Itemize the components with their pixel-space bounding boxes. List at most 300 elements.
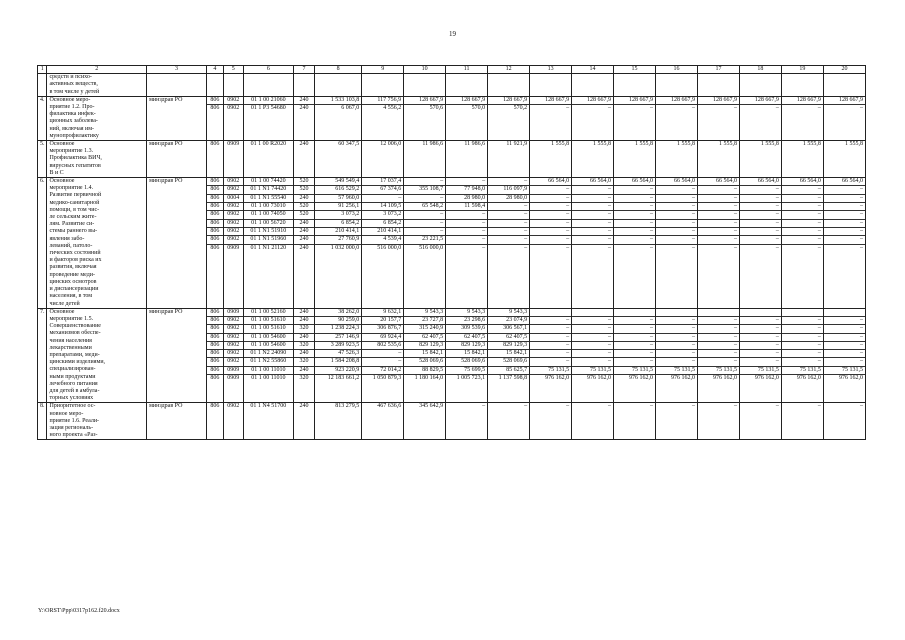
table-cell: 66 564,0 (739, 178, 781, 186)
measure-name-line: мунопрофилактику (49, 132, 99, 139)
table-cell: – (530, 186, 572, 194)
table-cell: 75 131,5 (823, 366, 865, 374)
table-cell: – (656, 202, 698, 210)
table-cell: 806 (206, 211, 223, 219)
table-cell: 315 240,9 (404, 325, 446, 333)
measure-name-line: филактика инфек- (49, 111, 96, 118)
table-cell: – (572, 219, 614, 227)
table-cell: 345 642,9 (404, 403, 446, 440)
table-cell: 62 407,5 (446, 333, 488, 341)
table-cell: 3 073,2 (362, 211, 404, 219)
table-cell: 62 407,5 (404, 333, 446, 341)
table-cell: 806 (206, 358, 223, 366)
table-cell: 128 667,9 (739, 96, 781, 104)
table-cell: 210 414,1 (315, 227, 362, 235)
table-cell: 01 1 00 51610 (243, 325, 293, 333)
table-cell: 11 598,4 (446, 202, 488, 210)
table-cell: 57 960,0 (315, 194, 362, 202)
table-cell: 1 555,8 (530, 141, 572, 178)
table-cell: 806 (206, 341, 223, 349)
table-cell: 806 (206, 105, 223, 141)
table-cell: 128 667,9 (781, 96, 823, 104)
table-cell: 802 535,6 (362, 341, 404, 349)
column-header: 2 (47, 66, 147, 74)
table-cell: 66 564,0 (572, 178, 614, 186)
table-cell: – (572, 194, 614, 202)
table-cell (823, 74, 865, 97)
table-cell: 66 564,0 (823, 178, 865, 186)
table-cell: – (488, 219, 530, 227)
table-cell: – (530, 227, 572, 235)
measure-name-line: Приоритетное ос- (49, 403, 96, 410)
table-cell: – (572, 403, 614, 440)
table-cell: 240 (294, 366, 315, 374)
table-cell: 77 948,0 (446, 186, 488, 194)
table-cell: 320 (294, 375, 315, 403)
column-header: 4 (206, 66, 223, 74)
table-cell: 240 (294, 308, 315, 316)
table-cell (294, 74, 315, 97)
table-cell: – (614, 186, 656, 194)
table-cell: – (697, 219, 739, 227)
table-cell: – (781, 236, 823, 244)
table-cell: 11 921,9 (488, 141, 530, 178)
table-cell: 3 289 923,5 (315, 341, 362, 349)
table-cell: – (488, 236, 530, 244)
measure-name-line: чения населения (49, 337, 92, 344)
table-cell: 9 543,3 (488, 308, 530, 316)
table-cell: 128 667,9 (446, 96, 488, 104)
column-header: 14 (572, 66, 614, 74)
table-cell: 467 636,6 (362, 403, 404, 440)
table-cell: – (823, 236, 865, 244)
table-row (38, 403, 866, 440)
table-row (38, 178, 866, 186)
table-cell: 66 564,0 (697, 178, 739, 186)
table-cell: – (614, 317, 656, 325)
table-cell: 65 548,2 (404, 202, 446, 210)
page-number: 19 (449, 30, 456, 38)
table-cell: 75 131,5 (614, 366, 656, 374)
table-cell: 976 162,0 (781, 375, 823, 403)
measure-name (47, 74, 147, 97)
table-cell: 570,0 (446, 105, 488, 141)
row-number: 8. (38, 403, 47, 440)
table-cell: – (823, 244, 865, 308)
table-cell: – (739, 236, 781, 244)
footer-path: Y:\ORST\Ppp\0317p162.f20.docx (38, 608, 120, 614)
table-cell (697, 308, 739, 316)
table-cell: 66 564,0 (614, 178, 656, 186)
table-cell: 355 108,7 (404, 186, 446, 194)
table-cell: 806 (206, 186, 223, 194)
table-cell (781, 308, 823, 316)
table-cell: – (572, 325, 614, 333)
table-row (38, 308, 866, 316)
table-cell: – (404, 219, 446, 227)
measure-name-line: для детей в амбула- (49, 387, 100, 394)
measure-name-line: торных условиях (49, 395, 94, 402)
table-cell: – (404, 227, 446, 235)
measure-name-line: стемы раннего вы- (49, 228, 98, 235)
table-row (38, 141, 866, 178)
table-cell (446, 74, 488, 97)
table-cell: 240 (294, 227, 315, 235)
table-cell: 01 1 P3 54680 (243, 105, 293, 141)
row-number: 4. (38, 96, 47, 140)
table-cell: 0902 (223, 236, 243, 244)
table-cell: – (781, 194, 823, 202)
table-cell: – (697, 403, 739, 440)
measure-name-line: ционных заболева- (49, 118, 98, 125)
table-cell: – (446, 178, 488, 186)
table-cell: – (614, 341, 656, 349)
measure-name-line: и диспансеризации (49, 286, 99, 293)
table-cell: 27 760,9 (315, 236, 362, 244)
table-cell: 67 374,6 (362, 186, 404, 194)
table-cell: – (823, 202, 865, 210)
table-cell: 806 (206, 236, 223, 244)
table-cell: 1 533 103,8 (315, 96, 362, 104)
table-cell (404, 74, 446, 97)
table-cell: 9 543,3 (446, 308, 488, 316)
table-cell: 66 564,0 (781, 178, 823, 186)
table-cell: – (572, 317, 614, 325)
table-row (38, 96, 866, 104)
table-cell (697, 74, 739, 97)
table-cell: – (530, 211, 572, 219)
table-cell: 0902 (223, 178, 243, 186)
table-cell: – (739, 244, 781, 308)
table-cell: – (614, 236, 656, 244)
table-cell: – (656, 227, 698, 235)
table-cell: – (656, 325, 698, 333)
table-cell: – (572, 244, 614, 308)
table-cell: 549 549,4 (315, 178, 362, 186)
table-cell: – (404, 211, 446, 219)
column-header: 16 (656, 66, 698, 74)
table-cell: – (823, 219, 865, 227)
table-cell: 38 262,0 (315, 308, 362, 316)
table-cell: 0902 (223, 202, 243, 210)
measure-name-line: гических состояний (49, 250, 101, 257)
table-cell: 85 625,7 (488, 366, 530, 374)
table-cell: 0902 (223, 211, 243, 219)
table-cell: 240 (294, 219, 315, 227)
table-cell: 28 980,0 (446, 194, 488, 202)
table-cell: 01 1 00 73010 (243, 202, 293, 210)
table-cell: – (530, 244, 572, 308)
table-cell: 88 829,5 (404, 366, 446, 374)
row-number: 7. (38, 308, 47, 403)
table-row (38, 74, 866, 97)
column-header: 6 (243, 66, 293, 74)
table-cell: – (656, 317, 698, 325)
table-cell: – (697, 211, 739, 219)
table-cell: 210 414,1 (362, 227, 404, 235)
table-cell: 0902 (223, 96, 243, 104)
table-cell: 520 (294, 186, 315, 194)
table-cell: – (446, 227, 488, 235)
table-cell: 01 1 00 11010 (243, 366, 293, 374)
table-cell: – (362, 350, 404, 358)
table-cell: – (656, 194, 698, 202)
table-cell: 806 (206, 202, 223, 210)
table-cell: – (446, 403, 488, 440)
table-cell: – (739, 341, 781, 349)
table-cell (739, 308, 781, 316)
table-cell: – (781, 358, 823, 366)
table-cell: 01 1 N1 74420 (243, 186, 293, 194)
table-cell: – (572, 333, 614, 341)
table-cell: 01 1 00 11010 (243, 375, 293, 403)
table-cell: – (823, 186, 865, 194)
executor: минздрав РО (147, 96, 207, 140)
table-cell: 01 1 00 56720 (243, 219, 293, 227)
table-cell: 257 146,9 (315, 333, 362, 341)
measure-name-line: Основное (49, 141, 75, 148)
table-cell: 0902 (223, 219, 243, 227)
table-cell: – (530, 219, 572, 227)
executor: минздрав РО (147, 403, 207, 440)
column-header: 18 (739, 66, 781, 74)
table-cell: 516 000,0 (362, 244, 404, 308)
table-cell: 15 842,1 (446, 350, 488, 358)
table-cell: 66 564,0 (530, 178, 572, 186)
table-cell: 976 162,0 (614, 375, 656, 403)
table-cell: – (614, 358, 656, 366)
table-cell: 0902 (223, 403, 243, 440)
table-cell: 240 (294, 333, 315, 341)
table-cell: 90 259,0 (315, 317, 362, 325)
table-cell: – (697, 325, 739, 333)
table-cell: 128 667,9 (404, 96, 446, 104)
measure-name-line: развития, включая (49, 264, 97, 271)
table-cell: – (530, 194, 572, 202)
table-cell: – (572, 105, 614, 141)
table-cell: – (614, 105, 656, 141)
table-cell: 320 (294, 325, 315, 333)
table-cell: 0902 (223, 186, 243, 194)
column-header: 10 (404, 66, 446, 74)
table-cell: – (572, 350, 614, 358)
table-cell: – (781, 317, 823, 325)
table-cell: – (530, 236, 572, 244)
table-cell: 15 842,1 (404, 350, 446, 358)
measure-name-line: лечебного питания (49, 380, 98, 387)
measure-name-line: Основное (49, 308, 75, 315)
table-cell: 1 555,8 (697, 141, 739, 178)
table-cell: – (404, 178, 446, 186)
table-cell: – (656, 105, 698, 141)
table-cell: 01 1 00 74420 (243, 178, 293, 186)
table-cell: 240 (294, 105, 315, 141)
table-cell: – (697, 202, 739, 210)
table-cell: – (781, 202, 823, 210)
table-cell: 47 526,3 (315, 350, 362, 358)
table-cell: 01 1 N1 51910 (243, 227, 293, 235)
table-cell: – (656, 358, 698, 366)
table-cell: 616 529,2 (315, 186, 362, 194)
table-cell: 9 632,1 (362, 308, 404, 316)
executor: минздрав РО (147, 141, 207, 178)
measure-name (47, 308, 147, 403)
table-cell: 240 (294, 403, 315, 440)
measure-name-line: лекарственными (49, 344, 92, 351)
table-cell: 01 1 00 51610 (243, 317, 293, 325)
table-cell: 520 (294, 211, 315, 219)
table-cell: 23 221,5 (404, 236, 446, 244)
table-cell: – (739, 186, 781, 194)
table-cell: – (572, 236, 614, 244)
table-cell: – (656, 219, 698, 227)
table-cell: 528 069,6 (446, 358, 488, 366)
table-cell: – (572, 202, 614, 210)
table-cell: 69 924,4 (362, 333, 404, 341)
table-cell: – (656, 186, 698, 194)
table-cell: 75 699,5 (446, 366, 488, 374)
table-cell: 813 279,5 (315, 403, 362, 440)
table-cell: – (572, 341, 614, 349)
table-cell: – (530, 403, 572, 440)
table-cell: 520 (294, 202, 315, 210)
table-cell: 1 555,8 (823, 141, 865, 178)
measure-name-line: в том числе у детей (49, 88, 100, 95)
measure-name-line: и факторов риска их (49, 257, 102, 264)
measure-name-line: мероприятие 1.4. (49, 185, 94, 192)
table-cell: 01 1 N2 55860 (243, 358, 293, 366)
table-cell: 923 220,9 (315, 366, 362, 374)
table-cell: 829 129,3 (488, 341, 530, 349)
table-cell: 75 131,5 (530, 366, 572, 374)
table-cell: – (781, 341, 823, 349)
table-cell: – (781, 186, 823, 194)
measure-name-line: ний, включая им- (49, 125, 95, 132)
table-cell (572, 308, 614, 316)
table-cell: – (697, 227, 739, 235)
column-header: 7 (294, 66, 315, 74)
table-cell: 0909 (223, 375, 243, 403)
table-cell: – (823, 403, 865, 440)
row-number (38, 74, 47, 97)
table-cell: 806 (206, 96, 223, 104)
measure-name-line: Основное (49, 178, 75, 185)
measure-name-line: Развитие первичной (49, 192, 102, 199)
table-cell: 320 (294, 358, 315, 366)
table-cell: – (739, 105, 781, 141)
table-cell: – (739, 194, 781, 202)
column-header: 9 (362, 66, 404, 74)
table-cell: – (697, 350, 739, 358)
table-cell: – (781, 219, 823, 227)
table-cell: 320 (294, 341, 315, 349)
column-header: 15 (614, 66, 656, 74)
table-cell: – (781, 244, 823, 308)
table-cell (530, 308, 572, 316)
table-cell (656, 308, 698, 316)
table-cell: 0909 (223, 141, 243, 178)
table-cell: – (614, 244, 656, 308)
table-cell: 75 131,5 (739, 366, 781, 374)
table-cell: – (446, 219, 488, 227)
table-cell: – (614, 350, 656, 358)
table-cell: 1 005 723,1 (446, 375, 488, 403)
measure-name-line: населения, в том (49, 293, 93, 300)
measure-name-line: ле сельским жите- (49, 214, 97, 221)
table-cell: 309 539,6 (446, 325, 488, 333)
table-cell: – (697, 186, 739, 194)
table-cell: 806 (206, 325, 223, 333)
table-cell: – (697, 236, 739, 244)
table-cell: – (530, 202, 572, 210)
table-cell: – (488, 227, 530, 235)
table-cell (781, 74, 823, 97)
table-cell: – (572, 227, 614, 235)
table-cell: 01 1 00 74050 (243, 211, 293, 219)
table-cell (315, 74, 362, 97)
table-cell: 516 000,0 (404, 244, 446, 308)
table-cell: 91 256,1 (315, 202, 362, 210)
table-cell: – (697, 244, 739, 308)
table-cell (223, 74, 243, 97)
measure-name (47, 403, 147, 440)
table-cell: 1 238 224,3 (315, 325, 362, 333)
table-cell: – (656, 350, 698, 358)
table-cell: 976 162,0 (530, 375, 572, 403)
table-cell: – (781, 325, 823, 333)
table-cell: – (488, 178, 530, 186)
table-cell: – (530, 350, 572, 358)
table-cell: 12 006,0 (362, 141, 404, 178)
table-cell: 0004 (223, 194, 243, 202)
column-header: 8 (315, 66, 362, 74)
measure-name-line: проведение меди- (49, 271, 95, 278)
table-cell: 976 162,0 (823, 375, 865, 403)
measure-name-line: механизмов обеспе- (49, 330, 101, 337)
table-cell: – (781, 105, 823, 141)
table-cell (206, 74, 223, 97)
table-cell: 117 756,9 (362, 96, 404, 104)
measure-name-line: специализирован- (49, 366, 96, 373)
column-header: 20 (823, 66, 865, 74)
table-cell: 520 (294, 178, 315, 186)
table-cell (572, 74, 614, 97)
table-cell: – (739, 227, 781, 235)
table-cell: – (614, 333, 656, 341)
table-cell: 15 842,1 (488, 350, 530, 358)
table-cell: 806 (206, 194, 223, 202)
table-cell: – (614, 403, 656, 440)
table-cell: – (530, 325, 572, 333)
measure-name-line: активных веществ, (49, 81, 98, 88)
table-cell: – (614, 194, 656, 202)
table-cell: 806 (206, 375, 223, 403)
table-cell: – (656, 333, 698, 341)
table-cell: 128 667,9 (656, 96, 698, 104)
table-cell (488, 74, 530, 97)
table-cell: – (530, 341, 572, 349)
table-cell: – (656, 236, 698, 244)
table-cell: 0902 (223, 325, 243, 333)
table-cell: 128 667,9 (614, 96, 656, 104)
measure-name-line: цинскими изделиями, (49, 359, 106, 366)
table-cell: 1 584 208,8 (315, 358, 362, 366)
table-cell: 0909 (223, 244, 243, 308)
header-row (38, 66, 866, 74)
table-cell: – (488, 211, 530, 219)
table-cell: 806 (206, 350, 223, 358)
table-cell: 528 069,6 (404, 358, 446, 366)
